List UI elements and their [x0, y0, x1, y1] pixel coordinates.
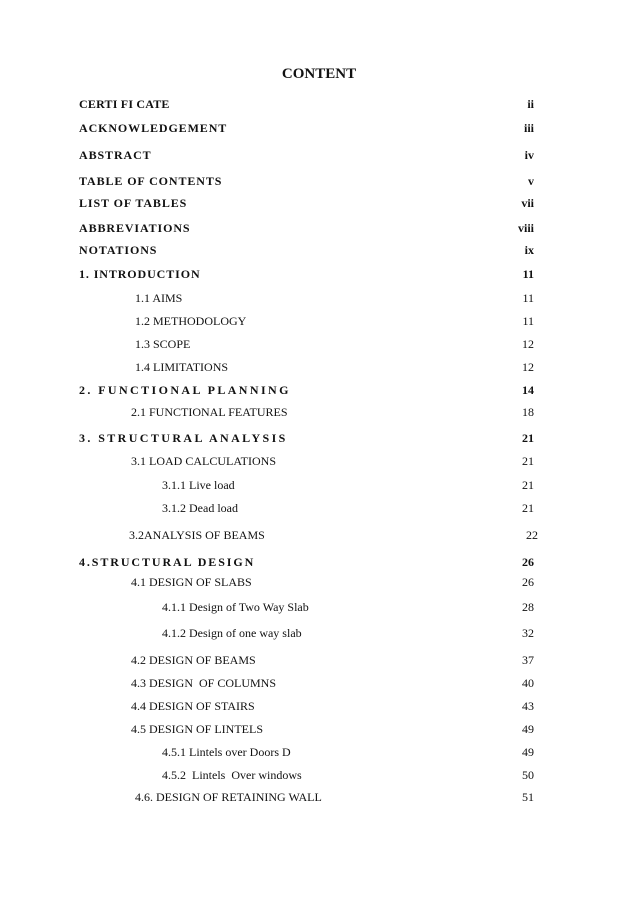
- toc-entry-page: 40: [522, 676, 534, 690]
- toc-entry-page: 22: [526, 528, 538, 542]
- toc-entry-dead-load: [0, 499, 638, 517]
- toc-entry-label: 3.2ANALYSIS OF BEAMS: [129, 528, 265, 542]
- toc-entry-page: 49: [522, 745, 534, 759]
- toc-entry-label: LIST OF TABLES: [79, 196, 188, 210]
- toc-entry-label: 4.1.1 Design of Two Way Slab: [162, 600, 309, 614]
- toc-entry-page: ix: [524, 243, 534, 257]
- toc-entry-label: 4.1 DESIGN OF SLABS: [131, 575, 252, 589]
- toc-entry-page: viii: [517, 221, 534, 235]
- toc-entry-analysis-of-beams: [0, 526, 638, 544]
- toc-entry-structural-analysis: [0, 429, 638, 447]
- toc-entry-page: 28: [522, 600, 534, 614]
- toc-entry-one-way-slab: [0, 624, 638, 642]
- toc-entry-label: CERTI FI CATE: [79, 97, 170, 111]
- toc-entry-label: 4.3 DESIGN OF COLUMNS: [131, 676, 277, 690]
- toc-entry-label: 4.STRUCTURAL DESIGN: [79, 555, 256, 569]
- toc-entry-page: 18: [522, 405, 534, 419]
- toc-entry-page: 21: [522, 431, 534, 445]
- toc-entry-page: iii: [523, 121, 534, 135]
- toc-entry-notations: [0, 241, 638, 259]
- toc-entry-retaining-wall: [0, 788, 638, 806]
- toc-entry-page: 21: [522, 501, 534, 515]
- toc-entry-label: 3. STRUCTURAL ANALYSIS: [79, 431, 288, 445]
- toc-entry-label: 4.2 DESIGN OF BEAMS: [131, 653, 256, 667]
- toc-entry-design-of-slabs: [0, 573, 638, 591]
- toc-entry-scope: [0, 335, 638, 353]
- toc-entry-page: 37: [522, 653, 534, 667]
- toc-entry-page: 32: [522, 626, 534, 640]
- toc-entry-page: iv: [524, 148, 534, 162]
- toc-entry-structural-design: [0, 553, 638, 571]
- toc-entry-abbreviations: [0, 219, 638, 237]
- toc-entry-label: NOTATIONS: [79, 243, 158, 257]
- toc-entry-label: 1.2 METHODOLOGY: [135, 314, 247, 328]
- toc-entry-design-of-lintels: [0, 720, 638, 738]
- toc-entry-page: ii: [527, 97, 534, 111]
- toc-entry-label: 3.1.1 Live load: [162, 478, 235, 492]
- toc-entry-page: 51: [522, 790, 534, 804]
- toc-entry-list-of-tables: [0, 194, 638, 212]
- toc-entry-lintels-over-windows: [0, 766, 638, 784]
- toc-entry-label: 3.1 LOAD CALCULATIONS: [131, 454, 276, 468]
- toc-entry-two-way-slab: [0, 598, 638, 616]
- toc-entry-page: 12: [522, 360, 534, 374]
- toc-entry-page: 26: [522, 555, 534, 569]
- toc-entry-page: 43: [522, 699, 534, 713]
- toc-entry-functional-features: [0, 403, 638, 421]
- toc-entry-introduction: [0, 265, 638, 283]
- toc-entry-design-of-columns: [0, 674, 638, 692]
- toc-entry-label: ACKNOWLEDGEMENT: [79, 121, 228, 135]
- toc-entry-functional-planning: [0, 381, 638, 399]
- toc-entry-lintels-over-doors: [0, 743, 638, 761]
- toc-entry-label: ABBREVIATIONS: [79, 221, 191, 235]
- toc-entry-methodology: [0, 312, 638, 330]
- toc-entry-certificate: [0, 95, 638, 113]
- toc-entry-label: 2.1 FUNCTIONAL FEATURES: [131, 405, 288, 419]
- toc-entry-page: 21: [522, 478, 534, 492]
- toc-entry-page: v: [528, 174, 534, 188]
- toc-entry-design-of-beams: [0, 651, 638, 669]
- page-title: CONTENT: [281, 66, 357, 82]
- toc-entry-page: 49: [522, 722, 534, 736]
- toc-entry-page: 26: [522, 575, 534, 589]
- toc-entry-label: 1.4 LIMITATIONS: [135, 360, 229, 374]
- toc-entry-label: 4.6. DESIGN OF RETAINING WALL: [135, 790, 322, 804]
- toc-entry-label: 4.5.1 Lintels over Doors D: [162, 745, 291, 759]
- toc-entry-label: 4.1.2 Design of one way slab: [162, 626, 302, 640]
- toc-entry-acknowledgement: [0, 119, 638, 137]
- toc-entry-page: 11: [522, 291, 534, 305]
- toc-entry-label: 1. INTRODUCTION: [79, 267, 201, 281]
- toc-entry-page: 12: [522, 337, 534, 351]
- toc-entry-live-load: [0, 476, 638, 494]
- toc-entry-label: 1.1 AIMS: [135, 291, 183, 305]
- toc-entry-table-of-contents: [0, 172, 638, 190]
- toc-entry-page: 14: [522, 383, 534, 397]
- toc-entry-label: 4.4 DESIGN OF STAIRS: [131, 699, 255, 713]
- toc-entry-design-of-stairs: [0, 697, 638, 715]
- toc-entry-label: 3.1.2 Dead load: [162, 501, 238, 515]
- toc-entry-label: 4.5 DESIGN OF LINTELS: [131, 722, 263, 736]
- toc-entry-label: 4.5.2 Lintels Over windows: [162, 768, 302, 782]
- toc-entry-abstract: [0, 146, 638, 164]
- toc-entry-page: 11: [522, 314, 534, 328]
- toc-entry-aims: [0, 289, 638, 307]
- toc-entry-limitations: [0, 358, 638, 376]
- toc-entry-label: 1.3 SCOPE: [135, 337, 191, 351]
- toc-entry-page: 50: [522, 768, 534, 782]
- toc-entry-page: vii: [521, 196, 534, 210]
- toc-entry-page: 11: [522, 267, 534, 281]
- toc-entry-load-calculations: [0, 452, 638, 470]
- toc-entry-label: TABLE OF CONTENTS: [79, 174, 223, 188]
- toc-entry-label: ABSTRACT: [79, 148, 152, 162]
- toc-entry-label: 2. FUNCTIONAL PLANNING: [79, 383, 291, 397]
- toc-entry-page: 21: [522, 454, 534, 468]
